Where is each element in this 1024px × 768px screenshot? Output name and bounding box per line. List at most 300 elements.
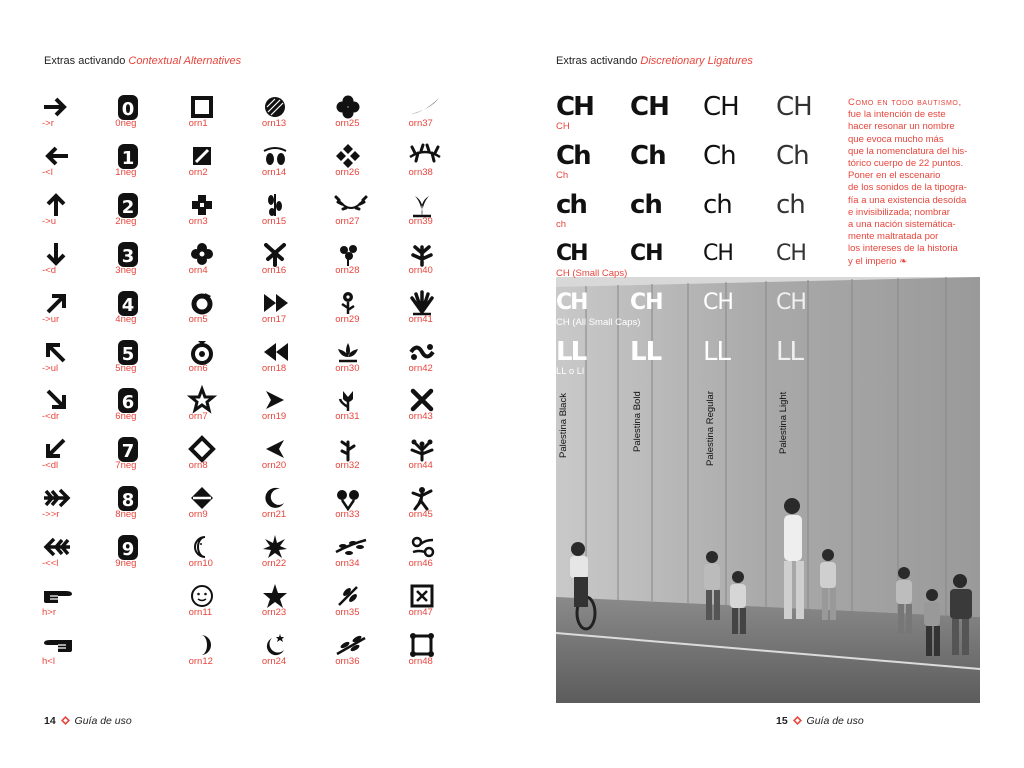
glyph-label: orn28 [335,264,360,276]
glyph-cell [187,241,257,287]
flower-bunch-ornament-icon [335,241,365,267]
glyph-symbol [42,583,76,609]
olive-leaves-ornament-icon [335,632,365,658]
glyph-label: orn27 [335,215,360,227]
ligature-sample: CH [556,241,587,266]
digit-1-negative-icon [115,143,145,169]
glyph-symbol [189,436,223,462]
ligature-caption: LL o Ll [556,366,585,377]
page-number: 14 [44,715,56,727]
glyph-label: ->>r [42,509,60,521]
glyph-cell [333,290,403,336]
glyph-label: orn7 [188,411,208,423]
glyph-cell [187,534,257,580]
glyph-symbol [42,339,76,365]
glyph-cell [260,290,330,336]
footer-title: Guía de uso [806,715,864,727]
weight-label: Palestina Bold [632,391,643,452]
glyph-cell [40,387,110,433]
laurel-wreath-ornament-icon [335,192,365,218]
twin-flower-ornament-icon [335,485,365,511]
side-text-line: fue la intención de este [848,109,946,121]
ligature-sample: CH [630,290,663,315]
digit-0-negative-icon [115,94,145,120]
pointing-hand-right-icon [42,583,72,609]
ligature-sample: CH [630,241,663,266]
side-text-line: hacer resonar un nombre [848,121,955,133]
glyph-symbol [335,339,369,365]
glyph-symbol [409,192,443,218]
glyph-cell [113,241,183,287]
glyph-label: orn23 [261,607,287,618]
glyph-label: orn42 [408,362,433,374]
digit-8-negative-icon [115,485,145,511]
glyph-label: orn32 [335,460,360,472]
ring-ornament-icon [189,290,219,316]
glyph-cell [407,485,477,531]
glyph-cell [333,94,403,140]
glyph-cell [113,534,183,580]
fletched-arrow-right-icon [42,485,72,511]
glyph-symbol [42,632,76,658]
star-solid-icon [262,583,292,609]
side-text-line: que la nomenclatura del his- [848,145,968,157]
glyph-cell [40,339,110,385]
arrow-right-icon [42,94,72,120]
glyph-label: 6neg [115,411,137,423]
glyph-label: orn38 [408,166,433,178]
glyph-symbol [42,534,76,560]
right-page-footer [776,715,864,727]
glyph-symbol [42,143,76,169]
glyph-symbol [409,94,443,120]
crescent-moon-icon [262,485,292,511]
glyph-symbol [335,192,369,218]
glyph-label: orn30 [335,362,360,374]
glyph-symbol [409,241,443,267]
glyph-symbol [335,143,369,169]
glyph-cell [187,387,257,433]
glyph-symbol [335,485,369,511]
glyph-symbol [115,94,149,120]
glyph-symbol [409,143,443,169]
glyph-label: -<dr [42,411,60,423]
glyph-cell [407,192,477,238]
glyph-cell [260,339,330,385]
glyph-label: orn31 [335,411,360,423]
glyph-symbol [409,436,443,462]
glyph-label: 4neg [115,313,137,325]
glyph-symbol [189,339,223,365]
glyph-symbol [189,632,223,658]
glyph-label: orn43 [408,411,433,423]
glyph-cell [407,339,477,385]
glyph-cell [187,143,257,189]
glyph-cell [40,534,110,580]
glyph-symbol [335,94,369,120]
footer-title: Guía de uso [74,715,132,727]
fletched-arrow-left-icon [42,534,72,560]
header-prefix: Extras activando [556,55,641,67]
glyph-cell [40,436,110,482]
glyph-symbol [262,192,296,218]
glyph-label: orn25 [335,118,360,129]
feather-leaf-ornament-icon [409,94,439,120]
side-text-line: fía a una existencia desoída [848,194,967,206]
four-diamonds-ornament-icon [335,143,365,169]
ligature-sample: LL [630,337,662,367]
glyph-label: orn26 [335,166,360,178]
svg-text:3: 3 [122,245,135,267]
glyph-cell [260,387,330,433]
glyph-cell [407,436,477,482]
floral-border-ornament-icon [409,534,439,560]
glyph-cell [333,534,403,580]
vine-ornament-icon [409,143,439,169]
glyph-symbol [42,387,76,413]
glyph-label: orn18 [261,362,287,374]
glyph-symbol [409,485,443,511]
glyph-label: orn2 [188,166,208,178]
bush-ornament-icon [409,436,439,462]
glyph-cell [333,387,403,433]
glyph-cell [407,94,477,140]
header-prefix: Extras activando [44,55,129,67]
glyph-cell [113,339,183,385]
olive-branch-ornament-icon [262,143,292,169]
glyph-cell [333,192,403,238]
glyph-label: orn8 [188,460,208,472]
glyph-label: orn29 [335,313,360,325]
sprout-ornament-icon [409,241,439,267]
ligature-sample: CH [776,92,812,122]
ligature-sample: CH [703,290,733,315]
star-crescent-icon [262,632,292,658]
fan-plant-ornament-icon [409,290,439,316]
diamond-ornament-icon [793,716,802,725]
glyph-label: orn21 [261,509,287,521]
glyph-cell [407,290,477,336]
glyph-symbol [189,485,223,511]
glyph-label: orn36 [335,655,360,667]
glyph-symbol [115,387,149,413]
glyph-symbol [189,94,223,120]
double-chevron-right-icon [262,290,292,316]
svg-text:5: 5 [122,343,135,365]
glyph-symbol [189,583,223,609]
triangle-pointer-right-icon [262,387,292,413]
glyph-cell [40,290,110,336]
side-text-line: y el imperio ❧ [848,255,908,267]
glyph-symbol [262,143,296,169]
glyph-label: ->ul [42,362,59,374]
ornate-square-ornament-icon [409,632,439,658]
glyph-label: -<d [42,264,56,276]
glyph-symbol [409,339,443,365]
digit-6-negative-icon [115,387,145,413]
digit-9-negative-icon [115,534,145,560]
glyph-symbol [115,241,149,267]
glyph-symbol [335,241,369,267]
glyph-label: orn35 [335,607,360,618]
glyph-symbol [42,436,76,462]
ligature-sample: ch [703,190,732,220]
glyph-label: orn39 [408,215,433,227]
ligature-sample: LL [703,337,730,367]
digit-2-negative-icon [115,192,145,218]
glyph-symbol [42,485,76,511]
flower-sprig-ornament-icon [335,290,365,316]
glyph-label: orn41 [408,313,433,325]
glyph-label: ->ur [42,313,60,325]
plant-ornament-icon [409,192,439,218]
glyph-cell [333,583,403,629]
double-chevron-left-icon [262,339,292,365]
left-page-footer [44,715,132,727]
ligature-sample: Ch [630,141,666,171]
glyph-symbol [42,241,76,267]
slashed-square-ornament-icon [189,143,219,169]
side-text-line: tórico cuerpo de 22 puntos. [848,158,964,170]
glyph-symbol [262,290,296,316]
ligature-sample: CH [703,92,739,122]
glyph-cell [187,485,257,531]
split-diamond-ornament-icon [189,485,219,511]
glyph-symbol [42,94,76,120]
glyph-cell [260,192,330,238]
glyph-symbol [409,583,443,609]
glyph-cell [40,192,110,238]
glyph-symbol [335,436,369,462]
olive-sprig-ornament-icon [262,192,292,218]
long-branch-ornament-icon [335,534,365,560]
half-moon-ornament-icon [189,632,219,658]
ligature-sample: CH [556,290,587,315]
moon-face-ornament-icon [189,534,219,560]
four-leaf-ornament-icon [335,94,365,120]
glyph-symbol [42,192,76,218]
smiling-face-ornament-icon [189,583,219,609]
glyph-label: 8neg [115,509,137,521]
glyph-cell [40,241,110,287]
glyph-cell [187,94,257,140]
arrow-down-icon [42,241,72,267]
digit-4-negative-icon [115,290,145,316]
glyph-symbol [409,632,443,658]
glyph-symbol [335,290,369,316]
glyph-label: orn22 [261,558,287,570]
right-page [512,0,1024,768]
glyph-label: orn13 [261,118,287,129]
glyph-cell [40,583,110,629]
arrow-left-icon [42,143,72,169]
glyph-symbol [115,485,149,511]
glyph-grid [40,94,460,684]
glyph-symbol [262,94,296,120]
glyph-symbol [335,534,369,560]
glyph-cell [113,436,183,482]
glyph-cell [407,534,477,580]
glyph-symbol [189,192,223,218]
digit-3-negative-icon [115,241,145,267]
glyph-label: orn11 [188,607,213,618]
glyph-cell [333,632,403,678]
glyph-cell [333,143,403,189]
side-text-line: de los sonidos de la tipogra- [848,182,967,194]
cross-ornament-icon [189,192,219,218]
svg-text:4: 4 [122,294,135,316]
side-text [848,97,988,268]
glyph-label: orn5 [188,313,208,325]
knot-square-ornament-icon [409,583,439,609]
side-text-line: que evoca mucho más [848,133,944,145]
glyph-cell [187,632,257,678]
glyph-label: orn33 [335,509,360,521]
svg-text:7: 7 [122,441,135,463]
ligature-sample: ch [556,190,586,220]
glyph-symbol [115,436,149,462]
glyph-cell [187,339,257,385]
glyph-label: orn16 [261,264,287,276]
glyph-cell [40,94,110,140]
glyph-symbol [189,534,223,560]
glyph-label: ->r [42,118,54,129]
arrow-up-icon [42,192,72,218]
glyph-cell [113,192,183,238]
glyph-label: ->u [42,215,56,227]
glyph-label: orn1 [188,118,208,129]
glyph-symbol [115,192,149,218]
svg-text:9: 9 [122,539,135,561]
glyph-symbol [189,387,223,413]
svg-text:2: 2 [122,196,135,218]
glyph-cell [260,436,330,482]
glyph-cell [40,143,110,189]
glyph-symbol [409,290,443,316]
star-outline-ornament-icon [189,387,219,413]
ligature-caption: CH (Small Caps) [556,268,628,279]
glyph-label: h<l [42,655,55,667]
glyph-label: 3neg [115,264,137,276]
ligature-sample: Ch [776,141,809,171]
ligature-sample: Ch [556,141,590,171]
lotus-ornament-icon [335,339,365,365]
glyph-label: orn9 [188,509,208,521]
arrow-down-right-icon [42,387,72,413]
glyph-label: orn40 [408,264,433,276]
weight-label: Palestina Black [558,393,569,458]
side-text-line: los intereses de la historia [848,243,958,255]
glyph-cell [333,436,403,482]
leaf-spray-ornament-icon [335,583,365,609]
glyph-label: orn4 [188,264,208,276]
glyph-label: 7neg [115,460,137,472]
svg-text:0: 0 [122,99,135,120]
ligature-sample: CH [776,241,806,266]
glyph-symbol [335,387,369,413]
ligature-sample: CH [630,92,669,122]
glyph-cell [260,143,330,189]
glyph-cell [113,94,183,140]
glyph-cell [407,387,477,433]
glyph-cell [260,632,330,678]
glyph-label: orn45 [408,509,433,521]
diamond-outline-ornament-icon [189,436,219,462]
glyph-label: 0neg [115,118,137,129]
diamond-ornament-icon [61,716,70,725]
side-text-line: a una nación sistemática- [848,219,956,231]
glyph-label: h>r [42,607,56,618]
side-text-line: e invisibilizada; nombrar [848,206,950,218]
glyph-label: orn10 [188,558,213,570]
hatched-circle-ornament-icon [262,94,292,120]
glyph-symbol [262,387,296,413]
glyph-label: orn19 [261,411,287,423]
glyph-label: orn20 [261,460,287,472]
glyph-symbol [115,534,149,560]
glyph-symbol [262,583,296,609]
glyph-cell [40,632,110,678]
glyph-cell [40,485,110,531]
glyph-label: orn6 [188,362,208,374]
ligature-sample: CH [776,290,806,315]
glyph-label: -<dl [42,460,59,472]
right-page-header [556,55,753,67]
svg-text:6: 6 [122,392,135,414]
scroll-ornament-icon [409,339,439,365]
ligature-caption: CH [556,121,570,132]
glyph-label: orn15 [261,215,287,227]
glyph-cell [187,436,257,482]
side-text-line: mente maltratada por [848,231,939,243]
glyph-label: orn37 [408,118,433,129]
ligature-sample: ch [776,190,805,220]
glyph-label: orn12 [188,655,213,667]
glyph-symbol [262,339,296,365]
glyph-symbol [42,290,76,316]
glyph-label: 2neg [115,215,137,227]
arrow-down-left-icon [42,436,72,462]
glyph-label: orn47 [408,607,433,618]
glyph-cell [113,387,183,433]
page-number: 15 [776,715,788,727]
glyph-symbol [189,241,223,267]
glyph-label: orn14 [261,166,287,178]
glyph-label: orn46 [408,558,433,570]
svg-text:8: 8 [122,490,135,512]
glyph-symbol [262,436,296,462]
ligature-caption: ch [556,219,567,230]
pomegranate-ornament-icon [189,339,219,365]
glyph-symbol [262,632,296,658]
ligature-sample: CH [703,241,733,266]
ligature-sample: ch [630,190,662,220]
cross-leaf-ornament-icon [409,387,439,413]
digit-5-negative-icon [115,339,145,365]
square-outline-ornament-icon [189,94,219,120]
ligature-sample: Ch [703,141,736,171]
glyph-cell [407,241,477,287]
glyph-cell [333,241,403,287]
side-text-line: Poner en el escenario [848,170,941,182]
glyph-label: -<<l [42,558,59,570]
glyph-symbol [189,290,223,316]
glyph-cell [260,534,330,580]
glyph-cell [333,339,403,385]
glyph-symbol [335,632,369,658]
glyph-cell [260,485,330,531]
tulip-ornament-icon [335,387,365,413]
